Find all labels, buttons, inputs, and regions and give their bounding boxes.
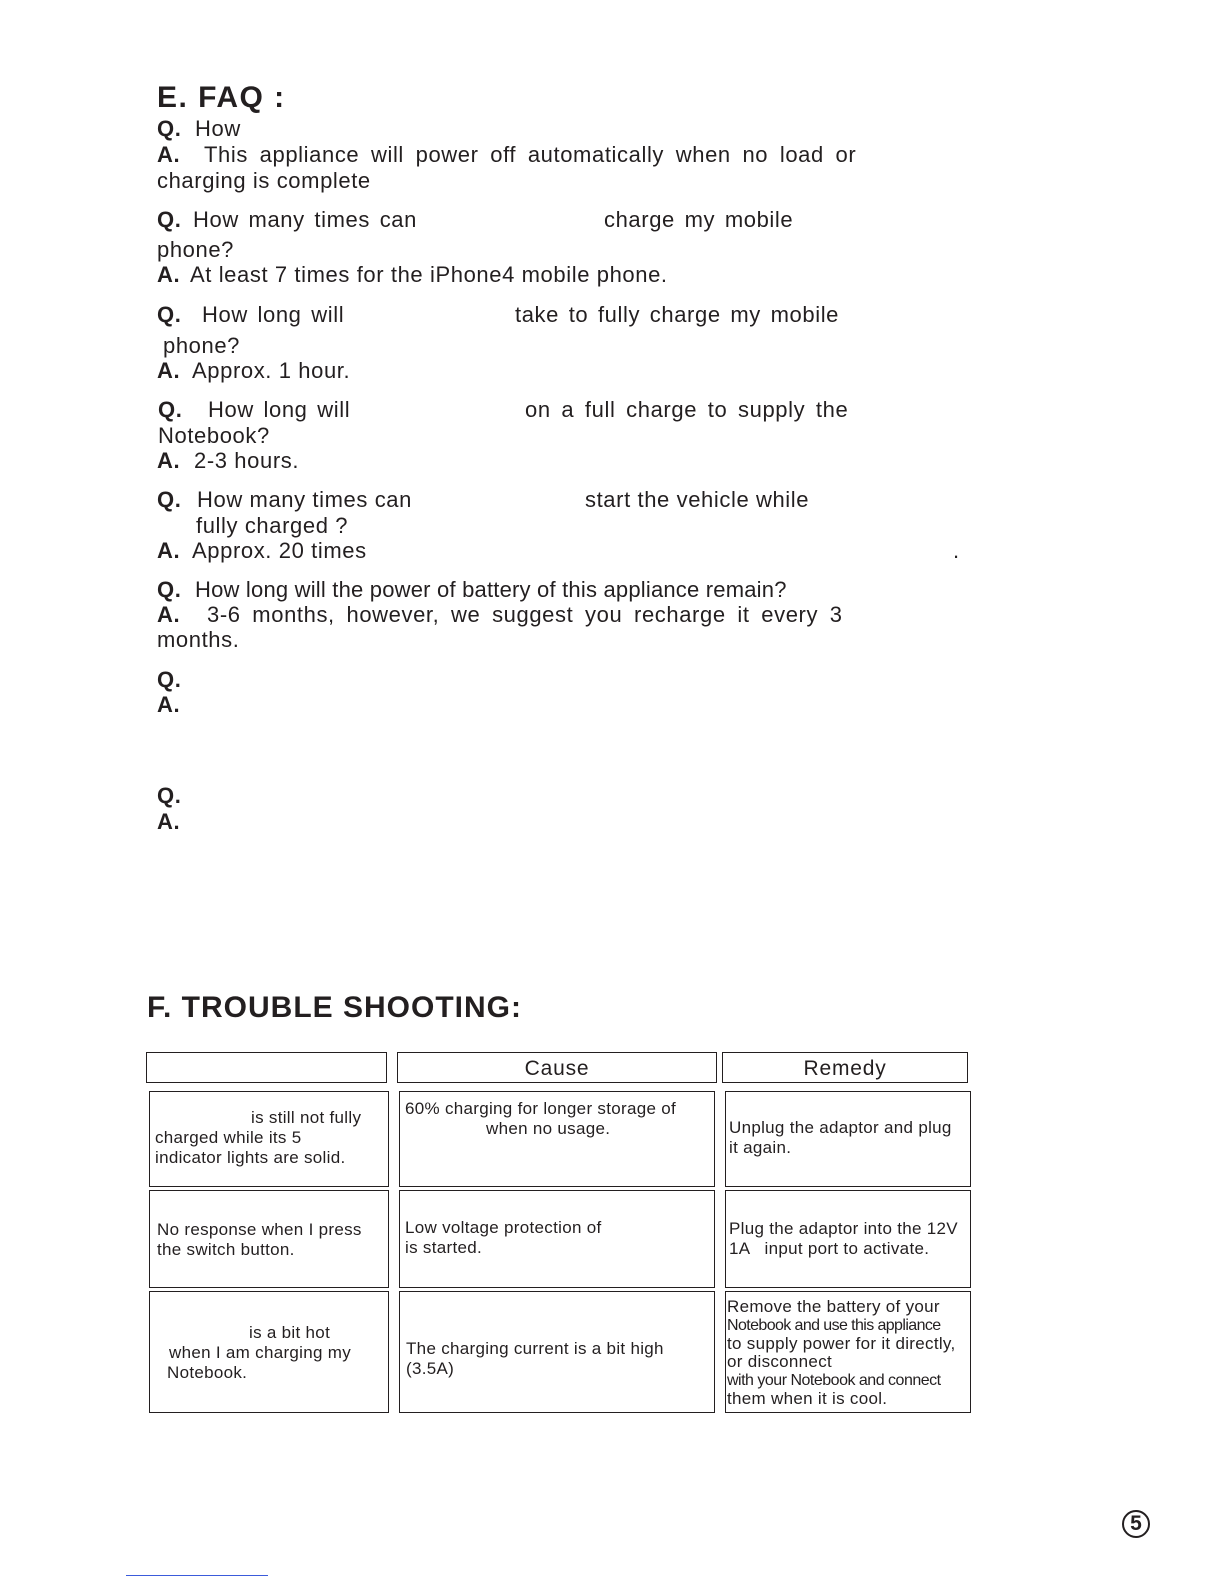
question-label: Q.	[157, 116, 182, 141]
question-text: charge my mobile	[604, 207, 794, 232]
answer-label: A.	[157, 448, 181, 473]
answer-label: A.	[157, 358, 181, 383]
cause-text: (3.5A)	[406, 1359, 455, 1378]
question-label: Q.	[157, 487, 182, 512]
answer-text: Approx. 20 times	[192, 538, 367, 563]
answer-label: A.	[157, 262, 181, 287]
remedy-text: with your Notebook and connect	[727, 1372, 941, 1389]
question-text: phone?	[157, 237, 235, 262]
footer-rule	[126, 1575, 268, 1576]
question-text: phone?	[163, 333, 241, 358]
question-text: How	[195, 116, 241, 141]
problem-text: Notebook.	[167, 1363, 248, 1382]
question-text: on a full charge to supply the	[525, 397, 849, 422]
header-remedy-label: Remedy	[803, 1057, 887, 1080]
answer-label: A.	[157, 692, 181, 717]
remedy-text: or disconnect	[727, 1352, 833, 1371]
remedy-text: Unplug the adaptor and plug	[729, 1118, 952, 1137]
problem-text: indicator lights are solid.	[155, 1148, 346, 1167]
remedy-text: to supply power for it directly,	[727, 1334, 956, 1353]
question-text: take to fully charge my mobile	[515, 302, 840, 327]
cause-text: when no usage.	[486, 1119, 611, 1138]
troubleshooting-heading: F. TROUBLE SHOOTING:	[147, 991, 522, 1024]
question-label: Q.	[157, 667, 182, 692]
remedy-text: them when it is cool.	[727, 1389, 888, 1408]
answer-text: charging is complete	[157, 168, 371, 193]
question-label: Q.	[157, 577, 182, 602]
answer-label: A.	[157, 538, 181, 563]
remedy-text: it again.	[729, 1138, 792, 1157]
table-header-cause	[397, 1052, 717, 1083]
header-cause-label: Cause	[524, 1057, 590, 1080]
question-text: How many times can	[197, 487, 412, 512]
answer-label: A.	[157, 142, 181, 167]
problem-text: charged while its 5	[155, 1128, 302, 1147]
answer-text: 2-3 hours.	[194, 448, 300, 473]
question-label: Q.	[158, 397, 183, 422]
table-header-problem	[146, 1052, 387, 1083]
answer-text: This appliance will power off automatically when no load or	[204, 142, 857, 167]
cause-text: is started.	[405, 1238, 482, 1257]
remedy-text: Remove the battery of your	[727, 1297, 940, 1316]
question-label: Q.	[157, 783, 182, 808]
problem-text: the switch button.	[157, 1240, 295, 1259]
answer-label: A.	[157, 602, 181, 627]
question-label: Q.	[157, 302, 182, 327]
answer-text: 3-6 months, however, we suggest you recharge it every 3	[207, 602, 843, 627]
question-text: fully charged ?	[196, 513, 349, 538]
table-header-remedy	[722, 1052, 968, 1083]
page-number: 5	[1122, 1510, 1150, 1538]
cause-text: Low voltage protection of	[405, 1218, 602, 1237]
remedy-text: Notebook and use this appliance	[727, 1317, 941, 1334]
question-text: How long will	[208, 397, 351, 422]
problem-text: is still not fully	[251, 1108, 362, 1127]
question-text: start the vehicle while	[585, 487, 810, 512]
problem-text: is a bit hot	[249, 1323, 331, 1342]
problem-text: No response when I press	[157, 1220, 362, 1239]
answer-text: Approx. 1 hour.	[192, 358, 351, 383]
question-label: Q.	[157, 207, 182, 232]
question-text: How many times can	[193, 207, 417, 232]
cause-text: The charging current is a bit high	[406, 1339, 664, 1358]
answer-text: At least 7 times for the iPhone4 mobile phone.	[190, 262, 668, 287]
answer-label: A.	[157, 809, 181, 834]
answer-text: .	[953, 538, 960, 563]
remedy-text: Plug the adaptor into the 12V	[729, 1219, 958, 1238]
cause-text: 60% charging for longer storage of	[405, 1099, 677, 1118]
question-text: Notebook?	[158, 423, 270, 448]
remedy-text: 1A input port to activate.	[729, 1239, 930, 1258]
question-text: How long will the power of battery of this appliance remain?	[195, 577, 787, 602]
question-text: How long will	[202, 302, 345, 327]
problem-text: when I am charging my	[169, 1343, 352, 1362]
faq-heading: E. FAQ :	[157, 81, 286, 114]
answer-text: months.	[157, 627, 240, 652]
